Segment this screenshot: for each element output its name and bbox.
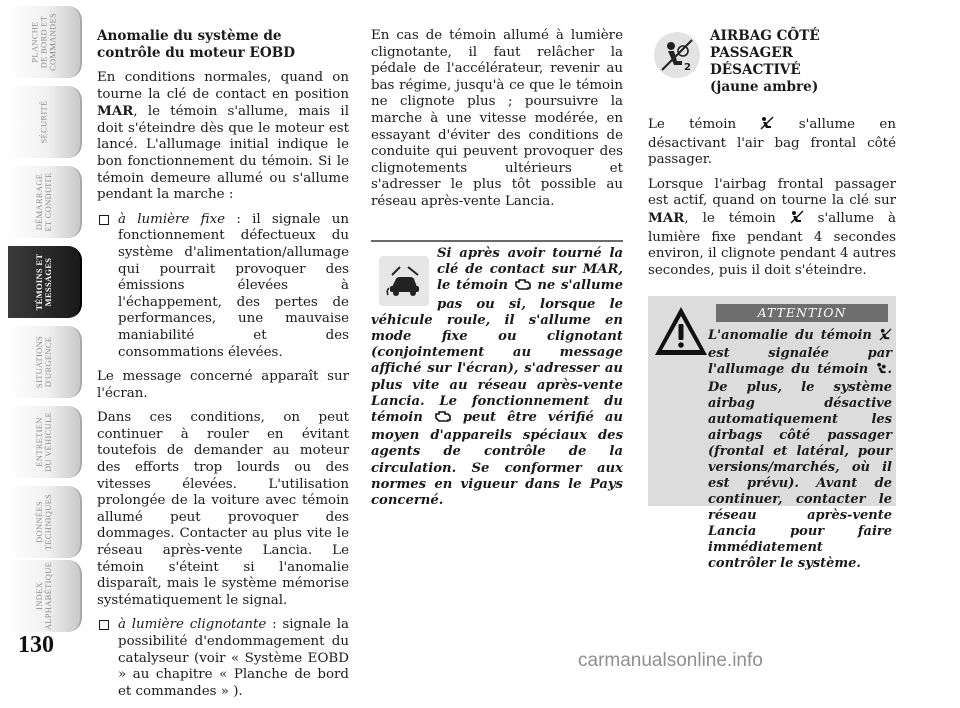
tab-demarrage[interactable]: DÉMARRAGE ET CONDUITE (8, 166, 82, 238)
passenger-airbag-off-icon (760, 116, 774, 136)
watermark: carmanualsonline.info (578, 650, 763, 671)
page-number: 130 (18, 632, 54, 658)
key-position: MAR (648, 209, 685, 226)
paragraph: En cas de témoin allumé à lumière clignotante, il faut relâcher la pédale de l'accélérateur, revenir au bas régime, jusqu'à ce que le témoin ne clignote plus ; poursuivre la marche à une vitesse modérée, en essayant d'éviter des conditions de conduite qui peuvent provoquer des clignotements ultérieurs et s'adresser le plus tôt possible au réseau après-vente Lancia. (371, 28, 623, 209)
key-position: MAR (97, 103, 134, 120)
airbag-section-header (648, 28, 896, 108)
passenger-airbag-off-icon (654, 32, 700, 78)
section-title-airbag: AIRBAG CÔTÉ PASSAGER DÉSACTIVÉ (jaune ambre) (710, 28, 820, 95)
note-box (371, 240, 623, 509)
column-eobd (97, 28, 349, 708)
section-title-eobd: Anomalie du système de contrôle du moteur EOBD (97, 28, 296, 61)
tab-situations-urgence[interactable]: SITUATIONS D'URGENCE (8, 326, 82, 398)
tab-securite[interactable]: SÉCURITÉ (8, 86, 82, 158)
engine-warning-icon (434, 410, 452, 428)
engine-warning-icon (514, 278, 532, 296)
bullet-square-icon (99, 620, 109, 630)
list-item: à lumière clignotante : signale la possibilité d'endommagement du catalyseur (voir « Système EOBD » au chapitre « Planche de bord et commandes » ). (97, 617, 349, 700)
tab-index[interactable]: INDEX ALPHABÉTIQUE (8, 560, 82, 632)
tab-donnees-techniques[interactable]: DONNÉES TECHNIQUES (8, 486, 82, 558)
tab-planche-de-bord[interactable]: PLANCHE DE BORD ET COMMANDES (8, 6, 82, 78)
list-item: à lumière fixe : il signale un fonctionnement défectueux du système d'alimentation/allumage qui pourrait provoquer des émissions élevées à l'échappement, des pertes de performances, une mauvaise maniabilité et des consommations élevées. (97, 212, 349, 361)
bullet-square-icon (99, 215, 109, 225)
column-continuation (371, 28, 623, 219)
paragraph: En conditions normales, quand on tourne la clé de contact en position MAR, le témoin s'allume, mais il doit s'éteindre dès que le moteur est lancé. L'allumage initial indique le bon fonctionnement du témoin. Si le témoin demeure allumé ou s'allume pendant la marche : (97, 70, 349, 203)
paragraph: Dans ces conditions, on peut continuer à rouler en évitant toutefois de demander au moteur des efforts trop lourds ou des vitesses élevées. L'utilisation prolongée de la voiture avec témoin allumé peut provoquer des dommages. Contacter au plus vite le réseau après-vente Lancia. Le témoin s'éteint si l'anomalie disparaît, mais le système mémorise systématiquement le signal. (97, 410, 349, 608)
attention-text: L'anomalie du témoin est signalée par l'allumage du témoin . De plus, le système airbag désactive automatiquement les airbags côté passager (frontal et latéral, pour versions/marchés, où il est prévu). Avant de continuer, contacter le réseau après-vente Lancia pour faire immédiatement contrôler le système. (708, 328, 892, 571)
attention-box (648, 296, 896, 571)
paragraph: Lorsque l'airbag frontal passager est actif, quand on tourne la clé sur MAR, le témoin s'allume à lumière fixe pendant 4 secondes environ, il clignote pendant 4 autres secondes, puis il doit s'éteindre. (648, 176, 896, 278)
tab-temoins-et-messages[interactable]: TÉMOINS ET MESSAGES (8, 246, 82, 318)
paragraph: Le message concerné apparaît sur l'écran. (97, 369, 349, 401)
passenger-airbag-off-icon (790, 210, 804, 230)
svg-text:2: 2 (684, 62, 691, 73)
column-airbag (648, 28, 896, 287)
chapter-sidebar (0, 0, 82, 677)
car-exhaust-icon (379, 256, 429, 306)
passenger-airbag-off-icon (879, 328, 892, 346)
note-text: Si après avoir tourné la clé de contact sur MAR, le témoin ne s'allume pas ou si, lorsque le véhicule roule, il s'allume en mode fixe ou clignotant (conjointement au message affiché sur l'écran), s'adresser au plus vite au réseau après-vente Lancia. Le fonctionnement du témoin peut être vérifié au moyen d'appareils spéciaux des agents de contrôle de la circulation. Se conformer aux normes en vigueur dans le Pays concerné. (371, 246, 624, 509)
paragraph: Le témoin s'allume en désactivant l'air bag frontal côté passager. (648, 117, 896, 168)
airbag-fault-icon (875, 362, 887, 380)
attention-header: ATTENTION (716, 304, 888, 322)
tab-entretien[interactable]: ENTRETIEN DU VÉHICULE (8, 406, 82, 478)
